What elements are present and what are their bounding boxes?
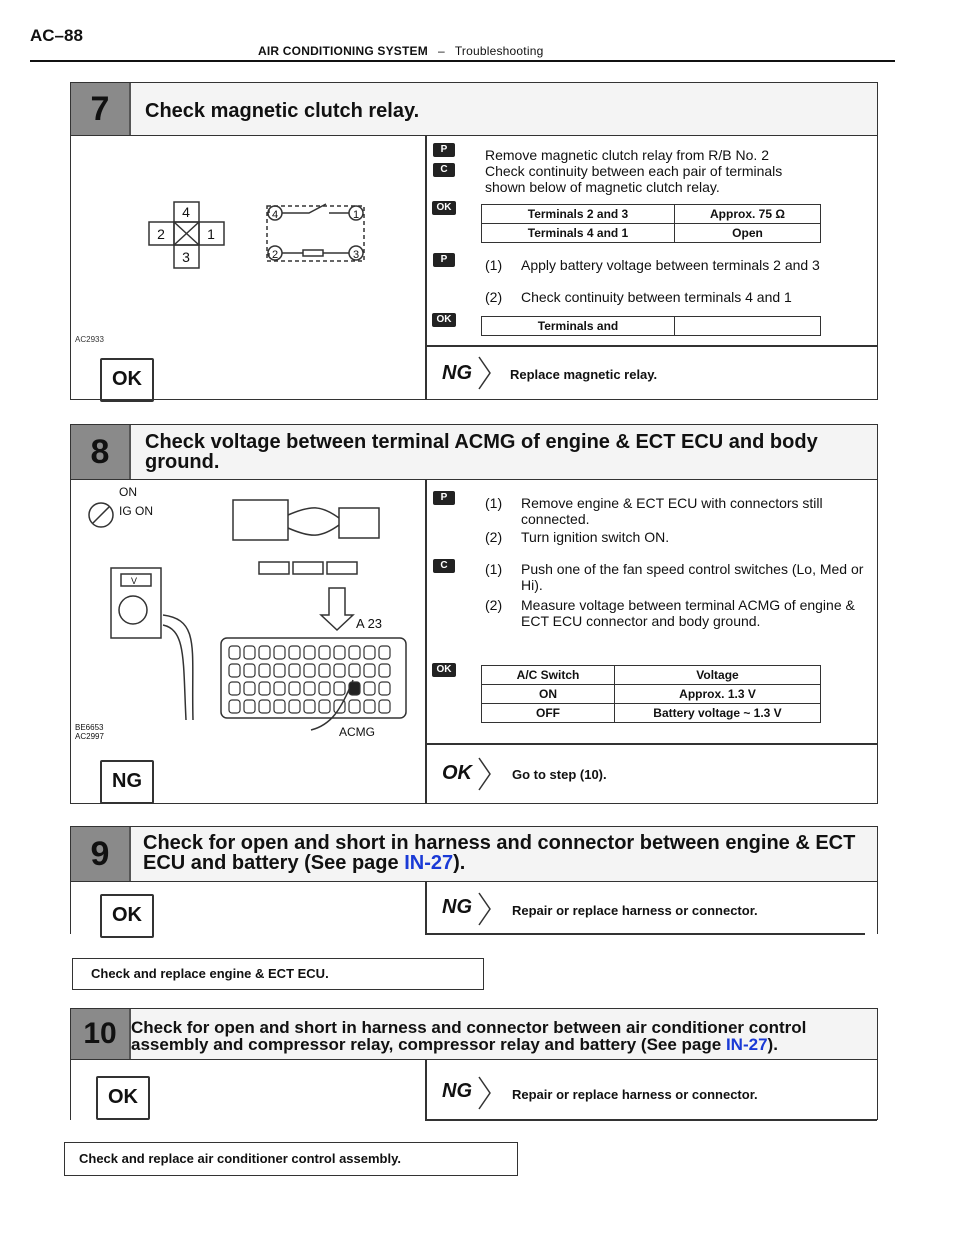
terminal-1-label: 1 (352, 209, 360, 221)
step-9-title-text: Check for open and short in harness and connector between engine & ECT ECU and battery (See page (143, 832, 856, 874)
table-cell: Open (675, 224, 821, 243)
step-9-number: 9 (71, 827, 131, 881)
see-page-link[interactable]: IN-27 (725, 1035, 768, 1054)
item-text: Measure voltage between terminal ACMG of engine & ECT ECU connector and body ground. (521, 597, 855, 629)
step-10-ng-label: NG (442, 1080, 472, 1102)
step-8-ok-action: Go to step (10). (512, 767, 607, 782)
relay-pin-top-label: 4 (182, 204, 190, 220)
arrow-down-icon (321, 588, 353, 630)
chevron-right-icon (478, 892, 492, 926)
step-9-ok-box: OK (100, 894, 154, 938)
table-cell: Battery voltage ~ 1.3 V (615, 704, 821, 723)
step-7-c-text: Check continuity between each pair of terminals shown below of magnetic clutch relay. (485, 163, 783, 195)
step-8-panel (70, 424, 878, 804)
step-8-title-bar (71, 425, 877, 480)
ecu-connector (221, 638, 406, 718)
step-9-title-bar (71, 827, 877, 882)
tag-ok: OK (432, 201, 456, 215)
step-8-number: 8 (71, 425, 131, 479)
step-9-title-end: ). (453, 852, 466, 874)
connector-block (293, 562, 323, 574)
chevron-right-icon (478, 1076, 492, 1110)
tag-c: C (433, 559, 455, 573)
step-10-divider (425, 1060, 427, 1121)
page-number: AC–88 (30, 26, 83, 45)
table-row (482, 685, 821, 704)
header-separator: – (437, 44, 445, 58)
step-8-c-item-2 (485, 597, 871, 629)
item-text: Apply battery voltage between terminals 2 and 3 (521, 257, 820, 273)
step-8-ok-label: OK (442, 762, 472, 784)
ecu-body (233, 500, 288, 540)
tag-c: C (433, 163, 455, 177)
step-9-bottom-rule (425, 933, 865, 935)
step-8-p-item-1 (485, 495, 871, 527)
harness (288, 508, 339, 535)
table-cell: ON (482, 685, 615, 704)
connector-block (327, 562, 357, 574)
table-cell: Terminals and (482, 317, 675, 336)
acmg-terminal-label: ACMG (339, 725, 375, 739)
voltmeter-dial (119, 596, 147, 624)
table-header-cell: Voltage (615, 666, 821, 685)
subsection-title: Troubleshooting (454, 44, 544, 58)
continuity-table-1 (481, 204, 821, 243)
figure-code-8b: AC2997 (75, 732, 104, 741)
item-number: (1) (485, 495, 503, 511)
step-7-result-divider (425, 345, 877, 347)
probe-lead (163, 625, 186, 720)
step-10-panel (70, 1008, 878, 1120)
connector-block (259, 562, 289, 574)
tag-p: P (433, 143, 455, 157)
voltmeter-label: V (131, 576, 138, 586)
step-7-divider (425, 136, 427, 399)
table-cell: OFF (482, 704, 615, 723)
step-10-title-end: ). (767, 1035, 778, 1054)
step-8-title: Check voltage between terminal ACMG of engine & ECT ECU and body ground. (145, 431, 818, 473)
table-cell: Approx. 75 Ω (675, 205, 821, 224)
step-10-bottom-rule (425, 1119, 877, 1121)
step-9-ng-action: Repair or replace harness or connector. (512, 903, 758, 918)
figure-code-8a: BE6653 (75, 723, 104, 732)
table-cell (675, 317, 821, 336)
ignition-on-label: ON (119, 485, 137, 499)
running-header (258, 44, 543, 58)
connector-a23-label: A 23 (356, 616, 383, 631)
item-number: (2) (485, 597, 503, 613)
item-text: Remove engine & ECT ECU with connectors still connected. (521, 495, 823, 527)
relay-pin-bottom-label: 3 (182, 249, 190, 265)
terminal-2-label: 2 (271, 249, 279, 261)
item-text: Push one of the fan speed control switches (Lo, Med or Hi). (521, 561, 864, 593)
item-number: (1) (485, 257, 503, 273)
tag-p: P (433, 253, 455, 267)
terminal-4-label: 4 (271, 209, 279, 221)
step-9-title (143, 833, 863, 873)
step-7-p2-item-2 (485, 289, 861, 305)
relay-pin-left-label: 2 (157, 226, 165, 242)
step-7-title: Check magnetic clutch relay. (145, 100, 420, 122)
chevron-right-icon (478, 757, 492, 791)
step-9-ng-label: NG (442, 896, 472, 918)
table-row (482, 317, 821, 336)
table-row (482, 224, 821, 243)
section-title: AIR CONDITIONING SYSTEM (258, 44, 428, 58)
ecu-voltage-figure (71, 480, 426, 742)
step-7-number: 7 (71, 83, 131, 135)
step-10-final-box: Check and replace air conditioner control assembly. (64, 1142, 518, 1176)
step-9-final-box: Check and replace engine & ECT ECU. (72, 958, 484, 990)
step-7-panel (70, 82, 878, 400)
figure-code-7: AC2933 (75, 335, 104, 344)
item-number: (2) (485, 289, 503, 305)
relay-pin-right-label: 1 (207, 226, 215, 242)
item-text: Turn ignition switch ON. (521, 529, 670, 545)
tag-ok: OK (432, 663, 456, 677)
step-7-ok-box: OK (100, 358, 154, 402)
step-10-ng-action: Repair or replace harness or connector. (512, 1087, 758, 1102)
step-8-p-item-2 (485, 529, 871, 545)
step-9-divider (425, 882, 427, 935)
step-10-number: 10 (71, 1009, 131, 1059)
see-page-link[interactable]: IN-27 (404, 852, 454, 874)
tag-p: P (433, 491, 455, 505)
header-rule (30, 60, 895, 62)
probe-lead (163, 615, 193, 720)
ecu-body (339, 508, 379, 538)
tag-ok: OK (432, 313, 456, 327)
table-cell: Terminals 2 and 3 (482, 205, 675, 224)
step-7-ng-action: Replace magnetic relay. (510, 367, 658, 382)
coil (303, 250, 323, 256)
step-10-ok-box: OK (96, 1076, 150, 1120)
connector-pins (229, 646, 390, 713)
voltage-table (481, 665, 821, 723)
table-row (482, 205, 821, 224)
relay-figure (71, 136, 426, 346)
item-number: (1) (485, 561, 503, 577)
step-7-title-bar (71, 83, 877, 136)
step-10-title-text: Check for open and short in harness and connector between air conditioner control assembly and compressor relay, compressor relay and battery (See page (131, 1018, 807, 1054)
continuity-table-2 (481, 316, 821, 336)
step-8-ng-box: NG (100, 760, 154, 804)
table-cell: Terminals 4 and 1 (482, 224, 675, 243)
item-number: (2) (485, 529, 503, 545)
step-7-ng-label: NG (442, 362, 472, 384)
step-8-c-item-1 (485, 561, 871, 593)
table-cell: Approx. 1.3 V (615, 685, 821, 704)
item-text: Check continuity between terminals 4 and 1 (521, 289, 792, 305)
step-7-p2-item-1 (485, 257, 861, 273)
step-10-title-bar (71, 1009, 877, 1060)
step-8-result-divider (425, 743, 877, 745)
step-8-divider (425, 480, 427, 803)
table-row (482, 666, 821, 685)
step-10-title (131, 1019, 871, 1053)
chevron-right-icon (478, 356, 492, 390)
table-header-cell: A/C Switch (482, 666, 615, 685)
probe-lead (311, 680, 353, 730)
step-7-p-text: Remove magnetic clutch relay from R/B No. 2 (485, 147, 769, 163)
table-row (482, 704, 821, 723)
ignition-ig-on-label: IG ON (119, 504, 154, 518)
terminal-3-label: 3 (352, 249, 360, 261)
